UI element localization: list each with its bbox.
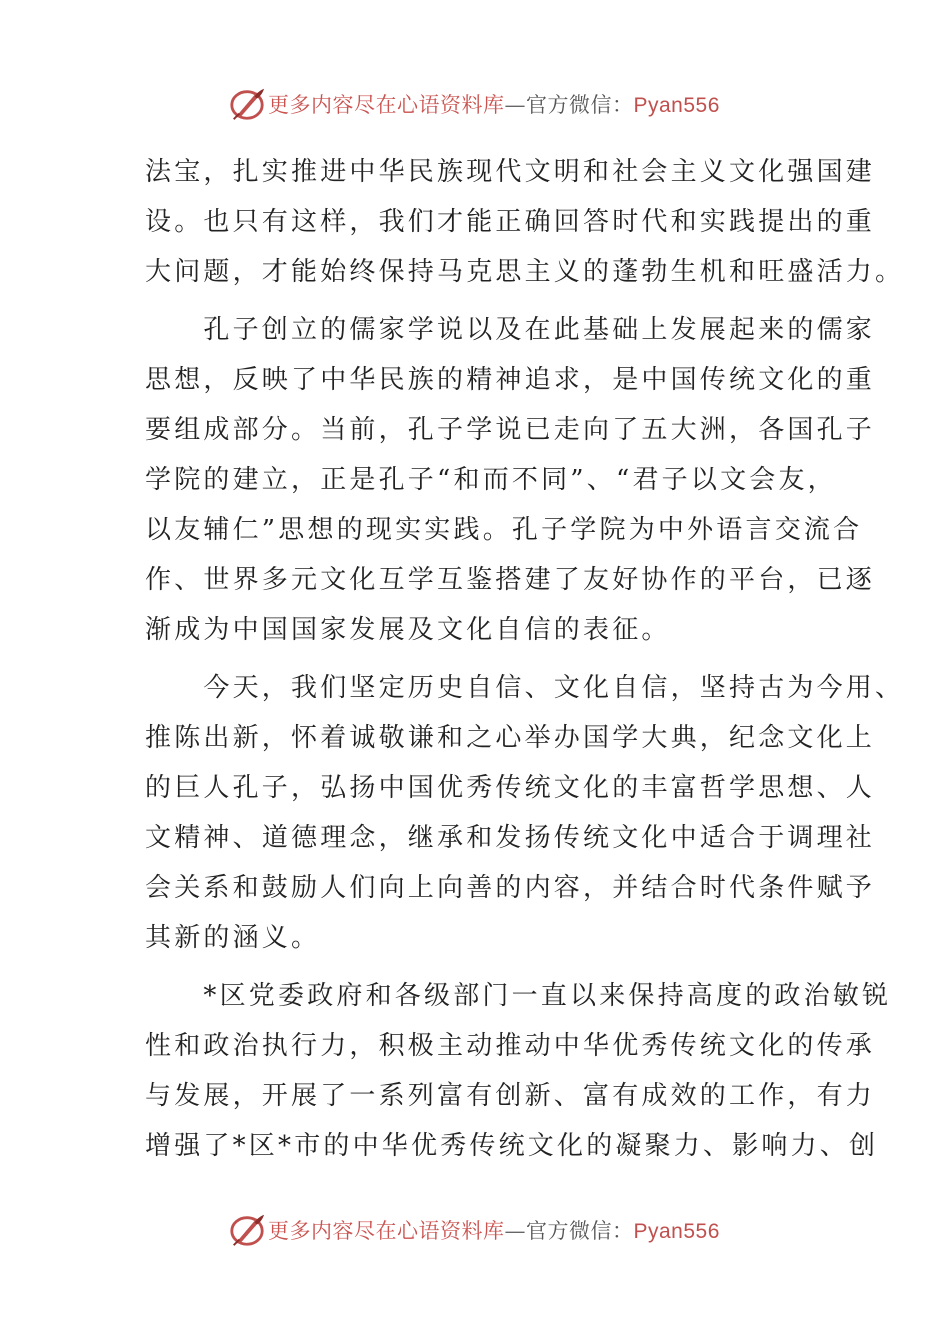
paragraph bbox=[145, 305, 876, 655]
text-line: 文精神、道德理念，继承和发扬传统文化中适合于调理社 bbox=[145, 823, 876, 853]
banner-dash: — bbox=[504, 93, 526, 117]
document-body bbox=[145, 147, 905, 1171]
text-line: 思想，反映了中华民族的精神追求，是中国传统文化的重 bbox=[145, 365, 876, 395]
banner-dash: — bbox=[504, 1219, 526, 1243]
text-line: 增强了*区*市的中华优秀传统文化的凝聚力、影响力、创 bbox=[145, 1131, 879, 1161]
header-banner bbox=[228, 84, 748, 124]
text-line: 会关系和鼓励人们向上向善的内容，并结合时代条件赋予 bbox=[145, 873, 876, 903]
banner-wechat-id: Pyan556 bbox=[633, 1220, 720, 1243]
text-line: 今天，我们坚定历史自信、文化自信，坚持古为今用、 bbox=[145, 673, 905, 703]
banner-wechat-label: 官方微信： bbox=[526, 1219, 634, 1243]
text-line: 以友辅仁”思想的现实实践。孔子学院为中外语言交流合 bbox=[145, 515, 863, 545]
text-line: *区党委政府和各级部门一直以来保持高度的政治敏锐 bbox=[145, 981, 892, 1011]
paragraph bbox=[145, 663, 905, 963]
text-line: 的巨人孔子，弘扬中国优秀传统文化的丰富哲学思想、人 bbox=[145, 773, 876, 803]
quill-pen-icon bbox=[228, 1211, 266, 1249]
header-banner-text bbox=[268, 89, 720, 119]
banner-site-name: 更多内容尽在心语资料库 bbox=[268, 93, 505, 117]
text-line: 孔子创立的儒家学说以及在此基础上发展起来的儒家 bbox=[145, 315, 876, 345]
footer-banner bbox=[228, 1210, 748, 1250]
text-line: 作、世界多元文化互学互鉴搭建了友好协作的平台，已逐 bbox=[145, 565, 876, 595]
text-line: 法宝，扎实推进中华民族现代文明和社会主义文化强国建 bbox=[145, 157, 876, 187]
text-line: 渐成为中国国家发展及文化自信的表征。 bbox=[145, 615, 671, 645]
text-line: 性和政治执行力，积极主动推动中华优秀传统文化的传承 bbox=[145, 1031, 876, 1061]
paragraph bbox=[145, 147, 905, 297]
quill-pen-icon bbox=[228, 85, 266, 123]
footer-banner-text bbox=[268, 1215, 720, 1245]
banner-wechat-id: Pyan556 bbox=[633, 94, 720, 117]
text-line: 推陈出新，怀着诚敬谦和之心举办国学大典，纪念文化上 bbox=[145, 723, 876, 753]
text-line: 设。也只有这样，我们才能正确回答时代和实践提出的重 bbox=[145, 207, 876, 237]
text-line: 其新的涵义。 bbox=[145, 923, 321, 953]
banner-site-name: 更多内容尽在心语资料库 bbox=[268, 1219, 505, 1243]
text-line: 与发展，开展了一系列富有创新、富有成效的工作，有力 bbox=[145, 1081, 876, 1111]
banner-wechat-label: 官方微信： bbox=[526, 93, 634, 117]
paragraph bbox=[145, 971, 892, 1171]
text-line: 学院的建立，正是孔子“和而不同”、“君子以文会友， bbox=[145, 465, 837, 495]
text-line: 要组成部分。当前，孔子学说已走向了五大洲，各国孔子 bbox=[145, 415, 876, 445]
text-line: 大问题，才能始终保持马克思主义的蓬勃生机和旺盛活力。 bbox=[145, 257, 905, 287]
